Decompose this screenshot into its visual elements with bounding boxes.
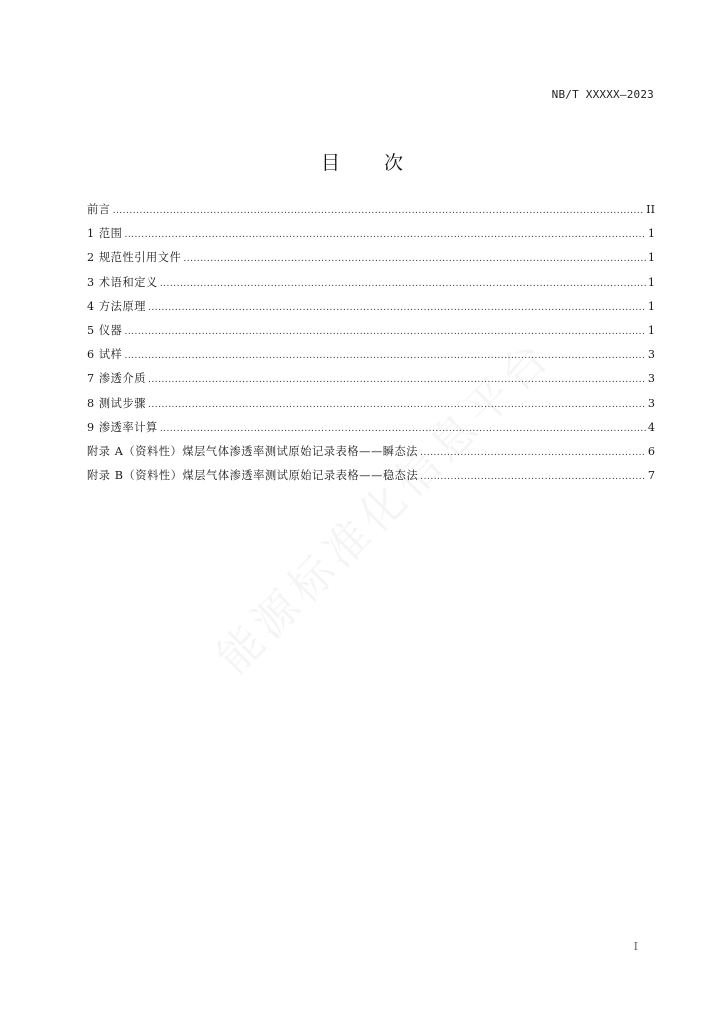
toc-entry-annex-b[interactable] <box>87 466 655 490</box>
toc-entry-medium[interactable] <box>87 369 655 393</box>
toc-entry-normative-references[interactable] <box>87 248 655 272</box>
toc-entry-page: 1 <box>647 323 655 337</box>
title-char-2: 次 <box>384 152 404 174</box>
toc-leader-dots <box>113 201 645 221</box>
toc-leader-dots <box>148 298 646 318</box>
toc-leader-dots <box>420 443 646 463</box>
toc-leader-dots <box>183 249 645 269</box>
page-number: I <box>633 940 638 953</box>
toc-entry-specimen[interactable] <box>87 345 655 369</box>
toc-entry-label: 6 试样 <box>87 348 123 362</box>
toc-entry-label: 前言 <box>87 203 111 216</box>
toc-entry-page: 1 <box>647 299 655 313</box>
toc-entry-label: 附录 A（资料性）煤层气体渗透率测试原始记录表格——瞬态法 <box>87 444 419 458</box>
toc-entry-annex-a[interactable] <box>87 442 655 466</box>
toc-entry-label: 2 规范性引用文件 <box>87 251 182 265</box>
toc-entry-label: 1 范围 <box>87 227 123 241</box>
toc-entry-page: 1 <box>647 275 655 289</box>
toc-entry-page: II <box>646 203 655 216</box>
toc-entry-page: 1 <box>647 227 655 241</box>
standard-code: NB/T XXXXX—2023 <box>551 88 654 101</box>
toc-leader-dots <box>124 225 645 245</box>
table-of-contents <box>87 200 655 490</box>
toc-entry-label: 附录 B（资料性）煤层气体渗透率测试原始记录表格——稳态法 <box>87 469 419 483</box>
toc-entry-label: 3 术语和定义 <box>87 275 158 289</box>
toc-entry-label: 9 渗透率计算 <box>87 420 158 434</box>
toc-leader-dots <box>148 395 646 415</box>
toc-leader-dots <box>148 370 646 390</box>
toc-entry-page: 3 <box>647 396 655 410</box>
toc-entry-calculation[interactable] <box>87 418 655 442</box>
toc-entry-label: 8 测试步骤 <box>87 396 147 410</box>
toc-entry-foreword[interactable] <box>87 200 655 224</box>
toc-entry-terms[interactable] <box>87 273 655 297</box>
toc-leader-dots <box>160 274 646 294</box>
page-title <box>0 148 724 175</box>
toc-entry-procedure[interactable] <box>87 394 655 418</box>
toc-leader-dots <box>124 322 645 342</box>
toc-entry-label: 4 方法原理 <box>87 299 147 313</box>
toc-entry-page: 3 <box>647 348 655 362</box>
toc-entry-label: 5 仪器 <box>87 323 123 337</box>
toc-leader-dots <box>124 346 645 366</box>
toc-entry-apparatus[interactable] <box>87 321 655 345</box>
toc-entry-scope[interactable] <box>87 224 655 248</box>
toc-entry-page: 6 <box>647 444 655 458</box>
toc-entry-page: 7 <box>647 469 655 483</box>
toc-entry-page: 4 <box>647 420 655 434</box>
toc-leader-dots <box>160 419 646 439</box>
toc-leader-dots <box>420 467 646 487</box>
toc-entry-principle[interactable] <box>87 297 655 321</box>
title-char-1: 目 <box>320 152 340 174</box>
toc-entry-page: 1 <box>647 251 655 265</box>
toc-entry-page: 3 <box>647 372 655 386</box>
toc-entry-label: 7 渗透介质 <box>87 372 147 386</box>
